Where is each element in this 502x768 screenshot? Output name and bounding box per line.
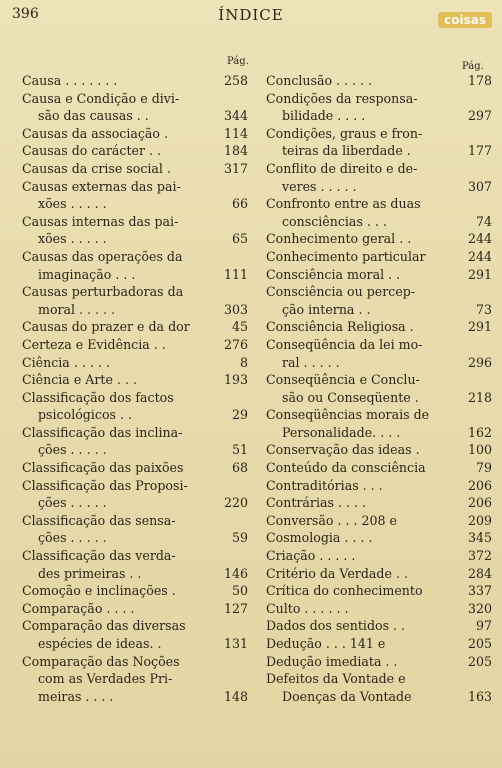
entry-text: Conhecimento particular [266,248,426,264]
entry-text: são ou Conseqüente . [282,389,419,405]
index-entry [266,441,492,459]
entry-page-number: 50 [231,583,248,599]
entry-text: espécies de ideas. . [38,636,162,651]
index-entry [266,266,492,284]
index-column-left [22,72,248,705]
entry-text: Causas da crise social . [22,160,171,176]
entry-page-number: 345 [467,530,492,546]
entry-page-number: 206 [467,477,492,493]
index-entry [266,336,492,371]
index-entry [266,477,492,495]
entry-page-number: 296 [467,354,492,370]
entry-text: Causas das operações da [22,248,183,264]
entry-text: são das causas . . [38,108,149,124]
entry-page-number: 163 [467,688,492,704]
entry-text: Dedução imediata . . [266,653,398,669]
index-entry [22,142,248,160]
entry-text: Ciência . . . . . [22,354,110,370]
entry-text: Doenças da Vontade [282,688,412,704]
entry-text: Confronto entre as duas [266,196,421,212]
entry-text: Contraditórias . . . [266,477,383,493]
index-entry [266,72,492,90]
index-entry [266,371,492,406]
entry-page-number: 307 [467,178,492,194]
entry-page-number: 320 [467,600,492,616]
index-entry [22,354,248,372]
pag-header-right: Pág. [462,61,484,72]
entry-text: bilidade . . . . [282,108,366,124]
index-entry [22,582,248,600]
index-column-right [266,72,492,705]
entry-page-number: 209 [467,512,492,528]
entry-text: Consciência Religiosa . [266,319,414,335]
entry-page-number: 45 [231,319,248,335]
entry-page-number: 218 [467,389,492,405]
entry-text: psicológicos . . [38,407,132,423]
entry-text: Causa e Condição e divi- [22,90,180,106]
index-entry [266,160,492,195]
index-entry [22,547,248,582]
entry-page-number: 162 [467,424,492,440]
entry-text: Conseqüência e Conclu- [266,372,420,388]
index-entry [266,653,492,671]
index-entry [22,72,248,90]
entry-page-number: 205 [467,636,492,651]
entry-page-number: 297 [467,108,492,124]
entry-text: Condições da responsa- [266,90,418,106]
index-entry [22,248,248,283]
entry-page-number: 51 [231,442,248,458]
entry-text: Conseqüências morais de [266,407,430,423]
entry-text: Cosmologia . . . . [266,530,373,546]
entry-page-number: 29 [231,407,248,423]
index-entry [22,653,248,706]
entry-page-number: 344 [223,108,248,124]
entry-text: Causas do carácter . . [22,143,162,159]
entry-text: Causas da associação . [22,125,169,141]
entry-text: Critério da Verdade . . [266,565,408,581]
entry-page-number: 303 [223,301,248,317]
entry-text: Comparação das diversas [22,618,186,634]
page-title: ÍNDICE [218,6,284,24]
entry-text: Conflito de direito e de- [266,160,418,176]
entry-page-number: 317 [223,160,248,176]
entry-page-number: 244 [467,231,492,247]
entry-text: Comparação . . . . [22,600,135,616]
entry-page-number: 193 [223,372,248,388]
entry-text: Causa . . . . . . . [22,73,118,88]
entry-text: Condições, graus e fron- [266,125,423,141]
index-entry [22,125,248,143]
pag-header-left: Pág. [227,56,249,67]
entry-page-number: 97 [475,618,492,634]
index-entry [266,635,492,653]
entry-text: veres . . . . . [282,178,357,194]
entry-page-number: 337 [467,583,492,599]
entry-page-number: 79 [475,460,492,476]
index-entry [266,283,492,318]
entry-text: Culto . . . . . . [266,600,349,616]
entry-page-number: 131 [223,636,248,651]
entry-text: ções . . . . . [38,530,107,546]
entry-text: Consciência ou percep- [266,284,416,300]
index-entry [22,318,248,336]
index-entry [266,617,492,635]
index-entry [266,248,492,266]
watermark-logo: coisas [438,12,492,28]
index-entry [22,90,248,125]
page-number: 396 [12,6,39,22]
entry-text: Classificação das sensa- [22,512,176,528]
index-entry [266,406,492,441]
entry-text: Dedução . . . 141 e [266,636,386,651]
entry-page-number: 258 [223,73,248,88]
index-entry [266,494,492,512]
entry-text: Classificação das inclina- [22,424,183,440]
entry-text: Causas externas das pai- [22,178,181,194]
entry-text: Ciência e Arte . . . [22,372,137,388]
index-entry [266,565,492,583]
entry-text: Conversão . . . 208 e [266,512,397,528]
entry-page-number: 74 [475,213,492,229]
index-entry [22,424,248,459]
entry-page-number: 177 [467,143,492,159]
entry-text: teiras da liberdade . [282,143,411,159]
entry-text: Personalidade. . . . [282,424,401,440]
index-entry [22,213,248,248]
entry-page-number: 73 [475,301,492,317]
entry-text: Certeza e Evidência . . [22,336,166,352]
index-entry [266,529,492,547]
entry-text: moral . . . . . [38,301,116,317]
index-entry [22,371,248,389]
entry-page-number: 114 [223,125,248,141]
index-entry [22,512,248,547]
entry-text: Defeitos da Vontade e [266,671,406,687]
entry-text: xões . . . . . [38,231,107,247]
entry-text: com as Verdades Pri- [38,671,173,687]
entry-text: Conhecimento geral . . [266,231,412,247]
entry-text: Conteúdo da consciência [266,460,426,476]
entry-text: Classificação das Proposi- [22,477,188,493]
entry-page-number: 68 [231,460,248,476]
index-entry [266,600,492,618]
entry-text: ral . . . . . [282,354,340,370]
entry-text: xões . . . . . [38,196,107,212]
index-entry [266,670,492,705]
entry-text: des primeiras . . [38,565,142,581]
index-entry [266,230,492,248]
entry-page-number: 291 [467,319,492,335]
entry-text: Conservação das ideas . [266,442,420,458]
entry-text: ções . . . . . [38,495,107,511]
index-entry [22,459,248,477]
entry-text: Dados dos sentidos . . [266,618,406,634]
entry-text: Conclusão . . . . . [266,73,373,88]
entry-page-number: 178 [467,73,492,88]
entry-page-number: 206 [467,495,492,511]
entry-page-number: 127 [223,600,248,616]
index-entry [22,160,248,178]
index-entry [22,600,248,618]
entry-page-number: 148 [223,688,248,704]
entry-text: Classificação dos factos [22,389,174,405]
entry-text: consciências . . . [282,213,387,229]
entry-page-number: 291 [467,266,492,282]
index-entry [266,90,492,125]
entry-text: imaginação . . . [38,266,136,282]
index-entry [266,547,492,565]
entry-page-number: 220 [223,495,248,511]
entry-text: Classificação das paixões [22,460,184,476]
entry-page-number: 65 [231,231,248,247]
entry-text: Contrárias . . . . [266,495,366,511]
entry-page-number: 8 [239,354,248,370]
index-entry [22,283,248,318]
index-entry [266,195,492,230]
entry-text: ção interna . . [282,301,371,317]
entry-page-number: 66 [231,196,248,212]
entry-text: Consciência moral . . [266,266,401,282]
index-entry [266,582,492,600]
index-entry [266,512,492,530]
index-entry [22,477,248,512]
index-entry [266,459,492,477]
index-entry [22,389,248,424]
entry-text: Criação . . . . . [266,548,356,564]
entry-page-number: 184 [223,143,248,159]
entry-page-number: 59 [231,530,248,546]
entry-page-number: 276 [223,336,248,352]
index-entry [22,336,248,354]
entry-text: Conseqüência da lei mo- [266,336,423,352]
entry-page-number: 111 [223,266,248,282]
entry-text: Causas internas das pai- [22,213,179,229]
entry-text: Classificação das verda- [22,548,176,564]
entry-text: Crítica do conhecimento [266,583,423,599]
entry-page-number: 244 [467,248,492,264]
index-entry [266,318,492,336]
entry-text: Causas perturbadoras da [22,284,184,300]
entry-page-number: 284 [467,565,492,581]
index-entry [22,617,248,652]
entry-text: ções . . . . . [38,442,107,458]
index-entry [266,125,492,160]
entry-page-number: 372 [467,548,492,564]
entry-text: Causas do prazer e da dor [22,319,190,335]
entry-text: meiras . . . . [38,688,114,704]
entry-text: Comoção e inclinações . [22,583,176,599]
index-entry [22,178,248,213]
entry-page-number: 205 [467,653,492,669]
entry-text: Comparação das Noções [22,653,180,669]
entry-page-number: 146 [223,565,248,581]
entry-page-number: 100 [467,442,492,458]
